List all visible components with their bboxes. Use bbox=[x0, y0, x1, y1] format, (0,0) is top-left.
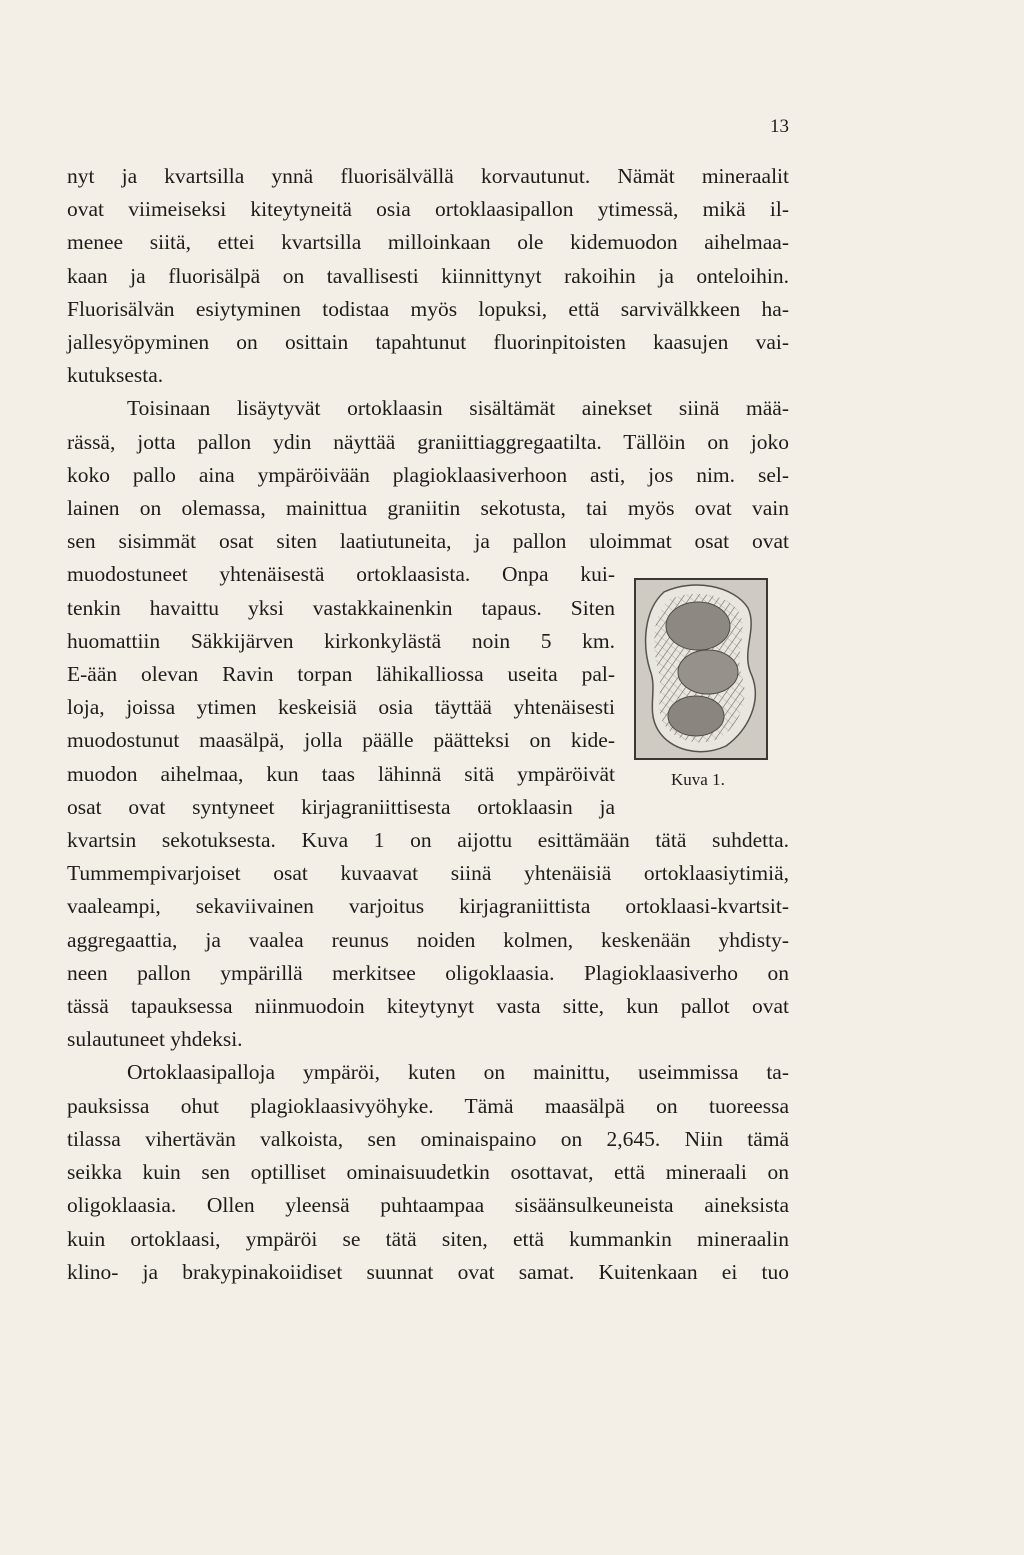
text-line: Ortoklaasipalloja ympäröi, kuten on mainittu, useimmissa ta- bbox=[127, 1060, 789, 1085]
text-line: seikka kuin sen optilliset ominaisuudetkin osottavat, että mineraali on bbox=[67, 1160, 789, 1185]
text-line: sulautuneet yhdeksi. bbox=[67, 1027, 243, 1052]
text-line: loja, joissa ytimen keskeisiä osia täyttää yhtenäisesti bbox=[67, 695, 615, 720]
text-line: rässä, jotta pallon ydin näyttää graniittiaggregaatilta. Tällöin on joko bbox=[67, 429, 789, 454]
text-line: Fluorisälvän esiytyminen todistaa myös lopuksi, että sarvivälkkeen ha- bbox=[67, 296, 789, 321]
text-line: muodostuneet yhtenäisestä ortoklaasista. Onpa kui- bbox=[67, 562, 615, 587]
text-line: lainen on olemassa, mainittua graniitin sekotusta, tai myös ovat vain bbox=[67, 496, 789, 521]
text-line: osat ovat syntyneet kirjagraniittisesta ortoklaasin ja bbox=[67, 794, 615, 819]
text-line: kvartsin sekotuksesta. Kuva 1 on aijottu esittämään tätä suhdetta. bbox=[67, 828, 789, 853]
text-line: menee siitä, ettei kvartsilla milloinkaan ole kidemuodon aihelmaa- bbox=[67, 230, 789, 255]
text-line: sen sisimmät osat siten laatiutuneita, ja pallon uloimmat osat ovat bbox=[67, 529, 789, 554]
text-line: aggregaattia, ja vaalea reunus noiden kolmen, keskenään yhdisty- bbox=[67, 927, 789, 952]
text-line: tilassa vihertävän valkoista, sen ominaispaino on 2,645. Niin tämä bbox=[67, 1126, 789, 1151]
text-line: tässä tapauksessa niinmuodoin kiteytynyt vasta sitte, kun pallot ovat bbox=[67, 994, 789, 1019]
text-line: tenkin havaittu yksi vastakkainenkin tapaus. Siten bbox=[67, 595, 615, 620]
text-line: E-ään olevan Ravin torpan lähikalliossa useita pal- bbox=[67, 662, 615, 687]
text-line: Tummempivarjoiset osat kuvaavat siinä yhtenäisiä ortoklaasiytimiä, bbox=[67, 861, 789, 886]
text-line: jallesyöpyminen on osittain tapahtunut fluorinpitoisten kaasujen vai- bbox=[67, 330, 789, 355]
text-line: muodostunut maasälpä, jolla päälle päätteksi on kide- bbox=[67, 728, 615, 753]
text-line: vaaleampi, sekaviivainen varjoitus kirjagraniittista ortoklaasi-kvartsit- bbox=[67, 894, 789, 919]
figure-caption: Kuva 1. bbox=[671, 770, 725, 789]
text-line: kuin ortoklaasi, ympäröi se tätä siten, että kummankin mineraalin bbox=[67, 1226, 789, 1251]
text-line: ovat viimeiseksi kiteytyneitä osia ortoklaasipallon ytimessä, mikä il- bbox=[67, 197, 789, 222]
text-line: muodon aihelmaa, kun taas lähinnä sitä ympäröivät bbox=[67, 761, 615, 786]
text-line: kutuksesta. bbox=[67, 363, 164, 388]
text-line: neen pallon ympärillä merkitsee oligoklaasia. Plagioklaasiverho on bbox=[67, 960, 789, 985]
text-line: kaan ja fluorisälpä on tavallisesti kiinnittynyt rakoihin ja onteloihin. bbox=[67, 263, 789, 288]
figure-illustration bbox=[634, 578, 768, 760]
text-line: koko pallo aina ympäröivään plagioklaasiverhoon asti, jos nim. sel- bbox=[67, 462, 789, 487]
text-line: pauksissa ohut plagioklaasivyöhyke. Tämä maasälpä on tuoreessa bbox=[67, 1093, 789, 1118]
text-line: huomattiin Säkkijärven kirkonkylästä noin 5 km. bbox=[67, 628, 615, 653]
text-line: klino- ja brakypinakoiidiset suunnat ovat samat. Kuitenkaan ei tuo bbox=[67, 1259, 789, 1284]
text-line: oligoklaasia. Ollen yleensä puhtaampaa sisäänsulkeuneista aineksista bbox=[67, 1193, 789, 1218]
text-line: Toisinaan lisäytyvät ortoklaasin sisältämät ainekset siinä mää- bbox=[127, 396, 789, 421]
mineral-sphere-drawing bbox=[636, 580, 766, 758]
page-number: 13 bbox=[770, 116, 789, 137]
text-line: nyt ja kvartsilla ynnä fluorisälvällä korvautunut. Nämät mineraalit bbox=[67, 164, 789, 188]
